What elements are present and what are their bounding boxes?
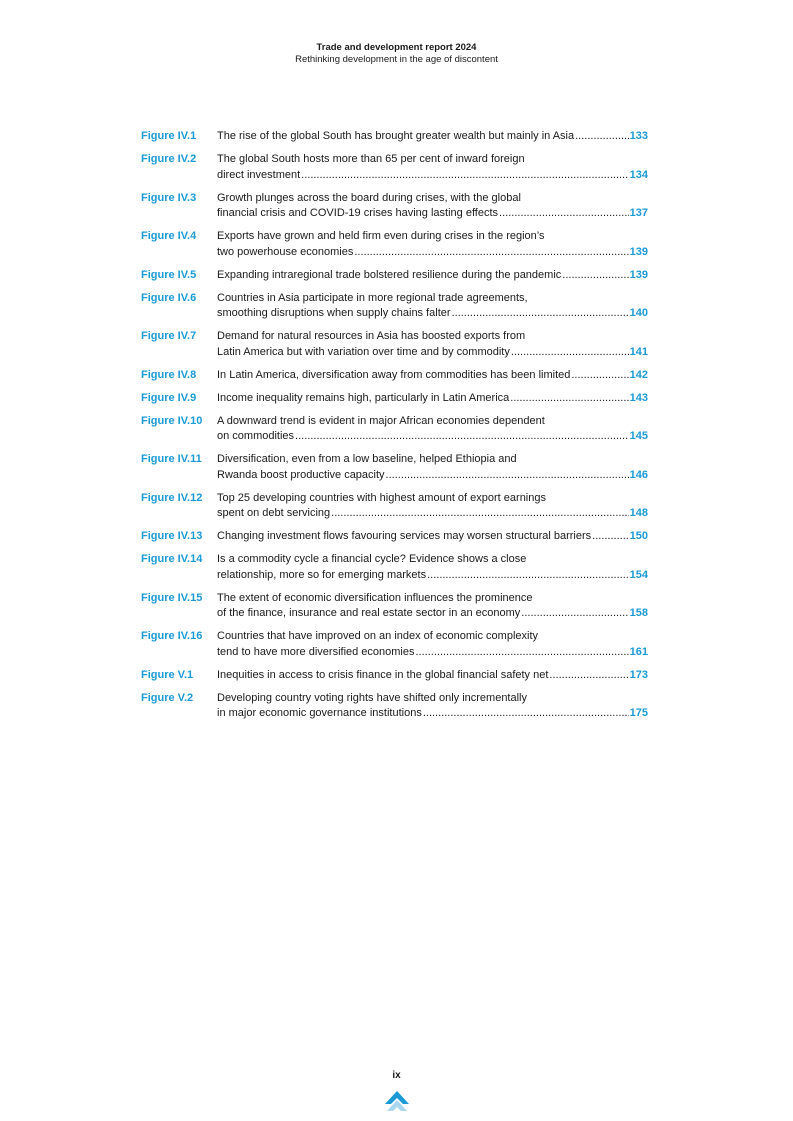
figure-label[interactable]: Figure IV.3 (141, 191, 197, 204)
page-reference[interactable]: 158 (629, 607, 648, 619)
toc-entry[interactable] (141, 229, 648, 260)
dot-leader (521, 606, 628, 622)
dot-leader (562, 268, 628, 284)
figure-title-line: In Latin America, diversification away from commodities has been limited (217, 368, 571, 381)
toc-entry[interactable] (141, 668, 648, 684)
dot-leader (386, 468, 629, 484)
dot-leader (354, 245, 628, 261)
figure-label[interactable]: Figure V.2 (141, 691, 194, 704)
figure-label[interactable]: Figure IV.1 (141, 130, 197, 142)
dot-leader (331, 506, 629, 522)
dot-leader (549, 668, 628, 684)
dot-leader (510, 391, 628, 407)
figure-title-line: on commodities (217, 430, 295, 442)
figure-title-line: Countries in Asia participate in more regional trade agreements, (217, 291, 528, 304)
figure-label[interactable]: Figure IV.9 (141, 391, 197, 404)
toc-entry[interactable] (141, 368, 648, 384)
dot-leader (452, 306, 629, 322)
figure-title-line: smoothing disruptions when supply chains falter (217, 307, 451, 319)
toc-entry[interactable] (141, 591, 648, 622)
toc-entry[interactable] (141, 552, 648, 583)
dot-leader (295, 429, 629, 445)
figure-label[interactable]: Figure IV.14 (141, 553, 203, 565)
figure-title-line: Countries that have improved on an index of economic complexity (217, 630, 539, 642)
dot-leader (427, 568, 629, 584)
figure-label[interactable]: Figure IV.7 (141, 330, 197, 342)
figure-title-line: spent on debt servicing (217, 507, 331, 519)
figure-title-line: Income inequality remains high, particularly in Latin America (217, 391, 510, 404)
page-reference[interactable]: 137 (629, 207, 648, 219)
figure-label[interactable]: Figure IV.12 (141, 491, 203, 504)
figure-title-line: Exports have grown and held firm even during crises in the region’s (217, 230, 545, 242)
page-reference[interactable]: 134 (629, 168, 648, 181)
figure-title-line: tend to have more diversified economies (217, 645, 415, 658)
figure-title-line: Demand for natural resources in Asia has boosted exports from (217, 330, 526, 342)
page-reference[interactable]: 139 (629, 245, 648, 258)
figure-label[interactable]: Figure IV.6 (141, 291, 197, 304)
page-reference[interactable]: 133 (629, 130, 648, 142)
toc-entry[interactable] (141, 268, 648, 284)
figure-label[interactable]: Figure IV.15 (141, 591, 203, 604)
toc-entry[interactable] (141, 629, 648, 660)
figure-title-line: relationship, more so for emerging markets (217, 568, 427, 581)
figure-title-line: Expanding intraregional trade bolstered resilience during the pandemic (217, 268, 562, 281)
page-number: ix (392, 1070, 401, 1081)
figure-title-line: direct investment (217, 168, 301, 181)
figure-label[interactable]: Figure IV.10 (141, 414, 203, 427)
page-header (0, 42, 793, 66)
figure-title-line: The rise of the global South has brought greater wealth but mainly in Asia (217, 130, 575, 142)
dot-leader (416, 645, 629, 661)
page-reference[interactable]: 139 (629, 268, 648, 281)
page-reference[interactable]: 173 (629, 668, 648, 681)
page-reference[interactable]: 161 (629, 645, 648, 658)
toc-entry[interactable] (141, 691, 648, 722)
dot-leader (511, 345, 629, 361)
figure-title-line: Diversification, even from a low baseline, helped Ethiopia and (217, 453, 517, 465)
figure-title-line: Changing investment flows favouring services may worsen structural barriers (217, 530, 592, 542)
page-reference[interactable]: 142 (629, 368, 648, 381)
toc-entry[interactable] (141, 414, 648, 445)
report-subtitle: Rethinking development in the age of discontent (295, 54, 498, 65)
figure-label[interactable]: Figure IV.16 (141, 630, 203, 642)
dot-leader (575, 129, 629, 145)
dot-leader (423, 706, 629, 722)
toc-entry[interactable] (141, 129, 648, 145)
page-reference[interactable]: 140 (629, 307, 648, 319)
toc-entry[interactable] (141, 391, 648, 407)
page-reference[interactable]: 148 (629, 507, 648, 519)
figure-title-line: The global South hosts more than 65 per cent of inward foreign (217, 153, 525, 165)
page-reference[interactable]: 143 (629, 391, 648, 404)
dot-leader (499, 206, 629, 222)
page-reference[interactable]: 146 (629, 468, 648, 481)
figure-label[interactable]: Figure IV.11 (141, 453, 202, 465)
figure-title-line: Growth plunges across the board during crises, with the global (217, 191, 521, 204)
figure-label[interactable]: Figure IV.5 (141, 268, 197, 281)
figure-title-line: Developing country voting rights have shifted only incrementally (217, 691, 527, 704)
page-reference[interactable]: 145 (629, 430, 648, 442)
figure-title-line: Top 25 developing countries with highest amount of export earnings (217, 491, 546, 504)
figure-title-line: in major economic governance institutions (217, 707, 422, 719)
toc-entry[interactable] (141, 529, 648, 545)
figure-label[interactable]: Figure IV.13 (141, 530, 203, 542)
dot-leader (571, 368, 628, 384)
page-reference[interactable]: 175 (629, 707, 648, 719)
figure-title-line: two powerhouse economies (217, 245, 354, 258)
figure-label[interactable]: Figure V.1 (141, 668, 194, 681)
figure-label[interactable]: Figure IV.8 (141, 368, 197, 381)
figure-title-line: Inequities in access to crisis finance in the global financial safety net (217, 668, 549, 681)
page-reference[interactable]: 150 (629, 530, 648, 542)
figure-title-line: A downward trend is evident in major African economies dependent (217, 414, 545, 427)
figure-title-line: Rwanda boost productive capacity (217, 468, 385, 481)
toc-entry[interactable] (141, 452, 648, 483)
figure-title-line: Latin America but with variation over time and by commodity (217, 345, 510, 358)
page-reference[interactable]: 141 (629, 345, 648, 358)
report-title: Trade and development report 2024 (316, 42, 477, 53)
page-reference[interactable]: 154 (629, 568, 648, 581)
dot-leader (301, 168, 628, 184)
chevron-up-icon[interactable] (384, 1090, 410, 1119)
figure-label[interactable]: Figure IV.2 (141, 153, 197, 165)
dot-leader (592, 529, 628, 545)
figure-title-line: of the finance, insurance and real estate sector in an economy (217, 607, 521, 619)
figure-title-line: Is a commodity cycle a financial cycle? Evidence shows a close (217, 553, 527, 565)
toc-entry[interactable] (141, 491, 648, 522)
figure-label[interactable]: Figure IV.4 (141, 230, 197, 242)
toc-entry[interactable] (141, 152, 648, 183)
list-of-figures (141, 129, 648, 729)
toc-entry[interactable] (141, 329, 648, 360)
figure-title-line: The extent of economic diversification influences the prominence (217, 591, 533, 604)
toc-entry[interactable] (141, 191, 648, 222)
toc-entry[interactable] (141, 291, 648, 322)
figure-title-line: financial crisis and COVID-19 crises having lasting effects (217, 207, 499, 219)
